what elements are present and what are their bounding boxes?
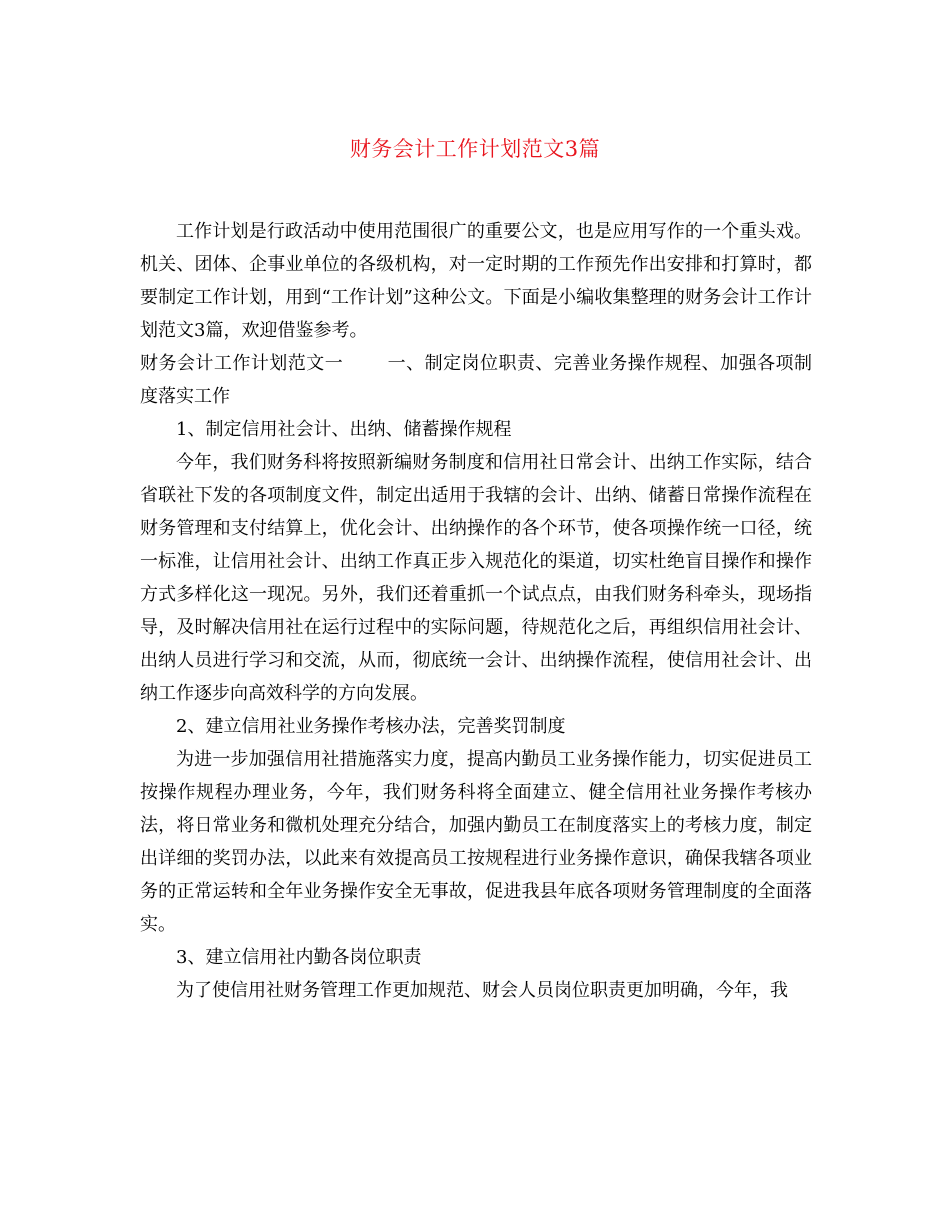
section-label: 财务会计工作计划范文一 [140, 353, 344, 374]
section-heading-paragraph [140, 347, 812, 413]
item1-paragraph: 今年，我们财务科将按照新编财务制度和信用社日常会计、出纳工作实际，结合省联社下发的各项制度文件，制定出适用于我辖的会计、出纳、储蓄日常操作流程在财务管理和支付结算上，优化会计、出纳操作的各个环节，使各项操作统一口径，统一标准，让信用社会计、出纳工作真正步入规范化的渠道，切实杜绝盲目操作和操作方式多样化这一现况。另外，我们还着重抓一个试点点，由我们财务科牵头，现场指导，及时解决信用社在运行过程中的实际问题，待规范化之后，再组织信用社会计、出纳人员进行学习和交流，从而，彻底统一会计、出纳操作流程，使信用社会计、出纳工作逐步向高效科学的方向发展。 [140, 452, 812, 704]
item2-paragraph: 为进一步加强信用社措施落实力度，提高内勤员工业务操作能力，切实促进员工按操作规程办理业务，今年，我们财务科将全面建立、健全信用社业务操作考核办法，将日常业务和微机处理充分结合，加强内勤员工在制度落实上的考核力度，制定出详细的奖罚办法，以此来有效提高员工按规程进行业务操作意识，确保我辖各项业务的正常运转和全年业务操作安全无事故，促进我县年底各项财务管理制度的全面落实。 [140, 749, 812, 935]
item3-paragraph: 为了使信用社财务管理工作更加规范、财会人员岗位职责更加明确，今年，我 [176, 980, 788, 1001]
intro-paragraph: 工作计划是行政活动中使用范围很广的重要公文，也是应用写作的一个重头戏。机关、团体、企事业单位的各级机构，对一定时期的工作预先作出安排和打算时，都要制定工作计划，用到“工作计划”这种公文。下面是小编收集整理的财务会计工作计划范文3篇，欢迎借鉴参考。 [140, 221, 812, 341]
document-body [140, 215, 812, 1007]
document-title: 财务会计工作计划范文3篇 [349, 137, 601, 161]
item2-heading: 2、建立信用社业务操作考核办法，完善奖罚制度 [176, 716, 566, 737]
item1-heading: 1、制定信用社会计、出纳、储蓄操作规程 [176, 419, 512, 440]
item3-heading: 3、建立信用社内勤各岗位职责 [176, 947, 422, 968]
section-heading: 一、制定岗位职责、完善业务操作规程、加强各项制度落实工作 [140, 353, 813, 407]
